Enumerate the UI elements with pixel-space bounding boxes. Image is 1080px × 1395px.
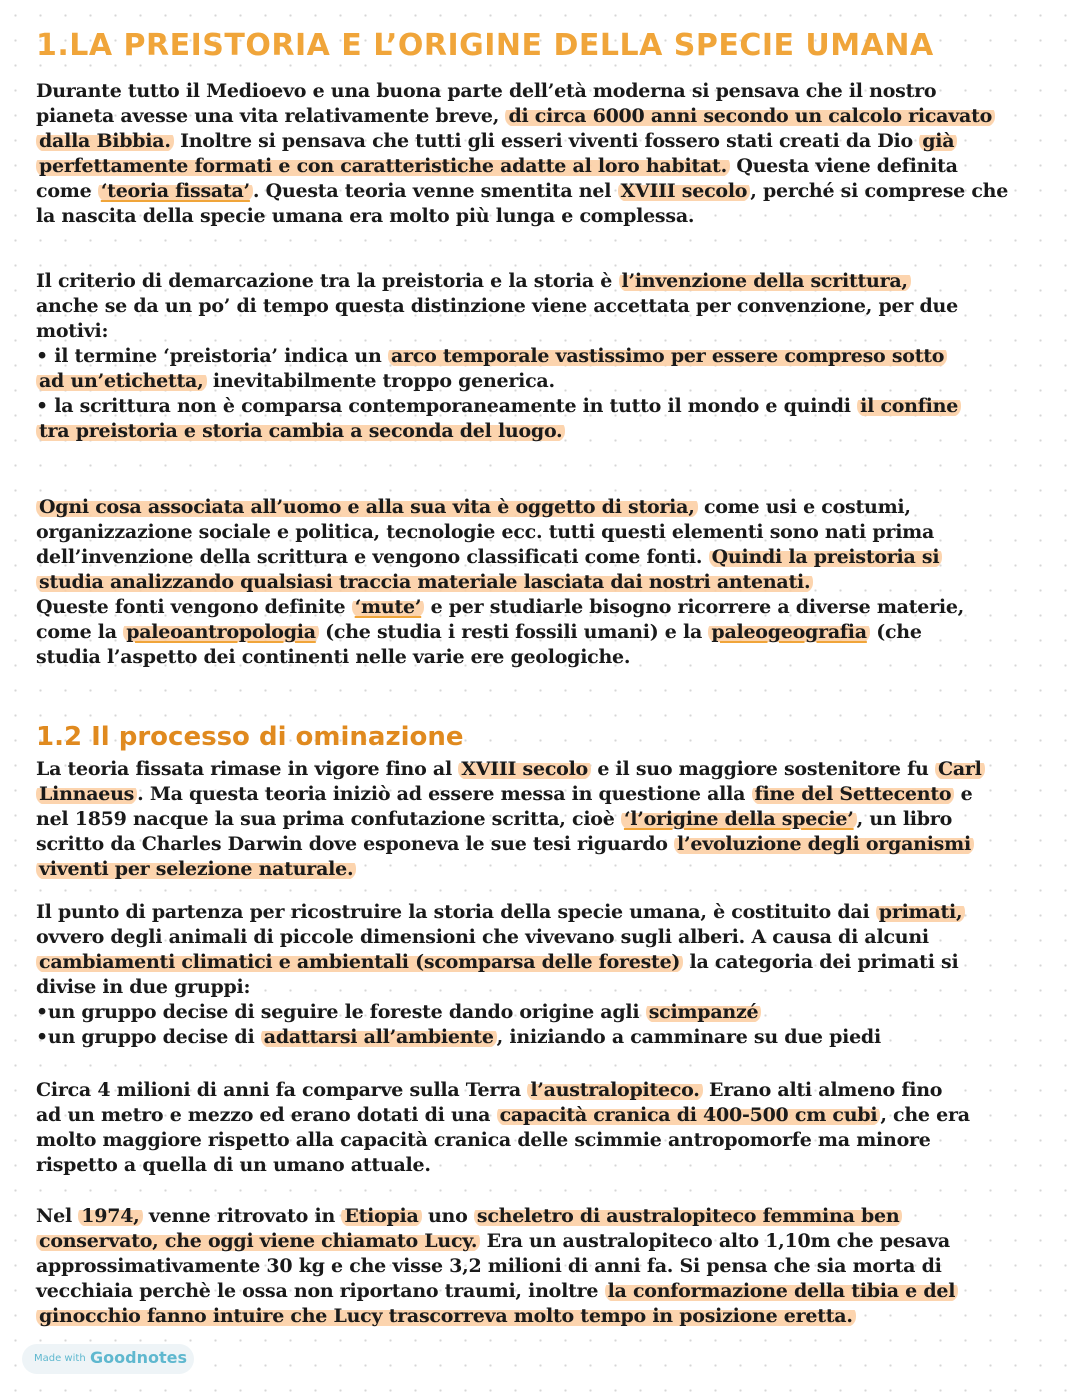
paragraph-lucy [36,1204,1076,1329]
text-line: Circa 4 milioni di anni fa comparve sulla Terra [36,1079,528,1101]
highlight: Linnaeus [36,783,137,805]
text-line: divise in due gruppi: [36,976,251,998]
text-line: organizzazione sociale e politica, tecnologie ecc. tutti questi elementi sono nati prima [36,521,935,543]
highlight: XVIII secolo [618,180,751,202]
text-line: Il punto di partenza per ricostruire la storia della specie umana, è costituito dai [36,901,876,923]
highlight: Quindi la preistoria si [709,546,943,568]
highlight: viventi per selezione naturale. [36,858,356,880]
highlight: cambiamenti climatici e ambientali (scomparsa delle foreste) [36,951,683,973]
paragraph-darwin [36,757,1076,882]
text-line: rispetto a quella di un umano attuale. [36,1154,431,1176]
paragraph-sources [36,495,1076,670]
highlight: tra preistoria e storia cambia a seconda del luogo. [36,420,565,442]
text-line: inevitabilmente troppo generica. [206,370,555,392]
text-line: • il termine ‘preistoria’ indica un [36,345,388,367]
text-line: , che era [880,1104,970,1126]
highlight: capacità cranica di 400-500 cm cubi [497,1104,881,1126]
text-line: •un gruppo decise di seguire le foreste dando origine agli [36,1001,646,1023]
text-line: molto maggiore rispetto alla capacità cranica delle scimmie antropomorfe ma minore [36,1129,931,1151]
text-line: vecchiaia perchè le ossa non riportano traumi, inoltre [36,1280,605,1302]
page-title: 1.LA PREISTORIA E L’ORIGINE DELLA SPECIE UMANA [36,28,934,63]
text-line: come [36,180,98,202]
highlight: Etiopia [341,1205,421,1227]
highlight: arco temporale vastissimo per essere compreso sotto [388,345,947,367]
text-line: scritto da Charles Darwin dove esponeva le sue tesi riguardo [36,833,675,855]
highlight: l’invenzione della scrittura, [619,270,911,292]
text-line: come usi e costumi, [697,496,911,518]
highlight: perfettamente formati e con caratteristiche adatte al loro habitat. [36,155,730,177]
text-line: Durante tutto il Medioevo e una buona parte dell’età moderna si pensava che il nostro [36,80,937,102]
highlight: paleoantropologia [123,621,319,643]
text-line: , un libro [856,808,952,830]
text-line: La teoria fissata rimase in vigore fino al [36,758,459,780]
paragraph-demarcation [36,269,1076,444]
highlight: l’australopiteco. [527,1079,702,1101]
text-line: Queste fonti vengono definite [36,596,352,618]
text-line: (che [869,621,922,643]
text-line: nel 1859 nacque la sua prima confutazione scritta, cioè [36,808,621,830]
highlight: Carl [935,758,985,780]
paragraph-primates [36,900,1076,1050]
text-line: •un gruppo decise di [36,1026,261,1048]
highlight: fine del Settecento [752,783,955,805]
highlight: la conformazione della tibia e del [605,1280,959,1302]
text-line: . Questa teoria venne smentita nel [252,180,618,202]
highlight: primati, [876,901,966,923]
text-line: studia l’aspetto dei continenti nelle varie ere geologiche. [36,646,631,668]
text-line: Era un australopiteco alto 1,10m che pesava [480,1230,950,1252]
highlight: XVIII secolo [458,758,591,780]
text-line: e il suo maggiore sostenitore fu [590,758,935,780]
text-line: Nel [36,1205,79,1227]
section-subtitle: 1.2 Il processo di ominazione [36,722,464,752]
goodnotes-badge[interactable] [22,1344,194,1374]
highlight: ginocchio fanno intuire che Lucy trascorreva molto tempo in posizione eretta. [36,1305,856,1327]
text-line: (che studia i resti fossili umani) e la [318,621,709,643]
text-line: dell’invenzione della scrittura e vengono classificati come fonti. [36,546,709,568]
text-line: la categoria dei primati si [683,951,959,973]
text-line: • la scrittura non è comparsa contemporaneamente in tutto il mondo e quindi [36,395,858,417]
text-line: e [954,783,973,805]
highlight: di circa 6000 anni secondo un calcolo ricavato [505,105,995,127]
highlight: scimpanzé [646,1001,762,1023]
highlight: il confine [857,395,961,417]
highlight: 1974, [78,1205,142,1227]
text-line: la nascita della specie umana era molto più lunga e complessa. [36,205,695,227]
text-line: ovvero degli animali di piccole dimensioni che vivevano sugli alberi. A causa di alcuni [36,926,929,948]
goodnotes-logo: Goodnotes [90,1348,187,1367]
highlight: conservato, che oggi viene chiamato Lucy. [36,1230,480,1252]
highlight: scheletro di australopiteco femmina ben [474,1205,903,1227]
text-line: Inoltre si pensava che tutti gli esseri viventi fossero stati creati da Dio [173,130,920,152]
highlight: ‘teoria fissata’ [98,180,253,202]
highlight: Ogni cosa associata all’uomo e alla sua vita è oggetto di storia, [36,496,698,518]
text-line: e per studiarle bisogno ricorrere a diverse materie, [424,596,965,618]
text-line: . Ma questa teoria iniziò ad essere messa in questione alla [137,783,752,805]
highlight: paleogeografia [708,621,869,643]
highlight: ‘l’origine della specie’ [621,808,857,830]
paragraph-australopithecus [36,1078,1076,1178]
text-line: uno [421,1205,474,1227]
highlight: dalla Bibbia. [36,130,174,152]
text-line: ad un metro e mezzo ed erano dotati di una [36,1104,497,1126]
text-line: , perché si comprese che [750,180,1009,202]
text-line: Il criterio di demarcazione tra la preistoria e la storia è [36,270,619,292]
text-line: , iniziando a camminare su due piedi [496,1026,881,1048]
highlight: studia analizzando qualsiasi traccia materiale lasciata dai nostri antenati. [36,571,813,593]
highlight: già [919,130,957,152]
text-line: pianeta avesse una vita relativamente breve, [36,105,500,127]
text-line: come la [36,621,124,643]
text-line: Questa viene definita [729,155,958,177]
highlight: adattarsi all’ambiente [261,1026,497,1048]
highlight: ‘mute’ [352,596,425,618]
badge-made-with: Made with [34,1353,86,1364]
text-line: Erano alti almeno fino [702,1079,943,1101]
text-line: venne ritrovato in [142,1205,342,1227]
text-line: anche se da un po’ di tempo questa distinzione viene accettata per convenzione, per due [36,295,958,317]
text-line: approssimativamente 30 kg e che visse 3,2 milioni di anni fa. Si pensa che sia morta di [36,1255,942,1277]
text-line: motivi: [36,320,109,342]
highlight: ad un’etichetta, [36,370,207,392]
paragraph-fixism [36,79,1076,229]
highlight: l’evoluzione degli organismi [674,833,974,855]
